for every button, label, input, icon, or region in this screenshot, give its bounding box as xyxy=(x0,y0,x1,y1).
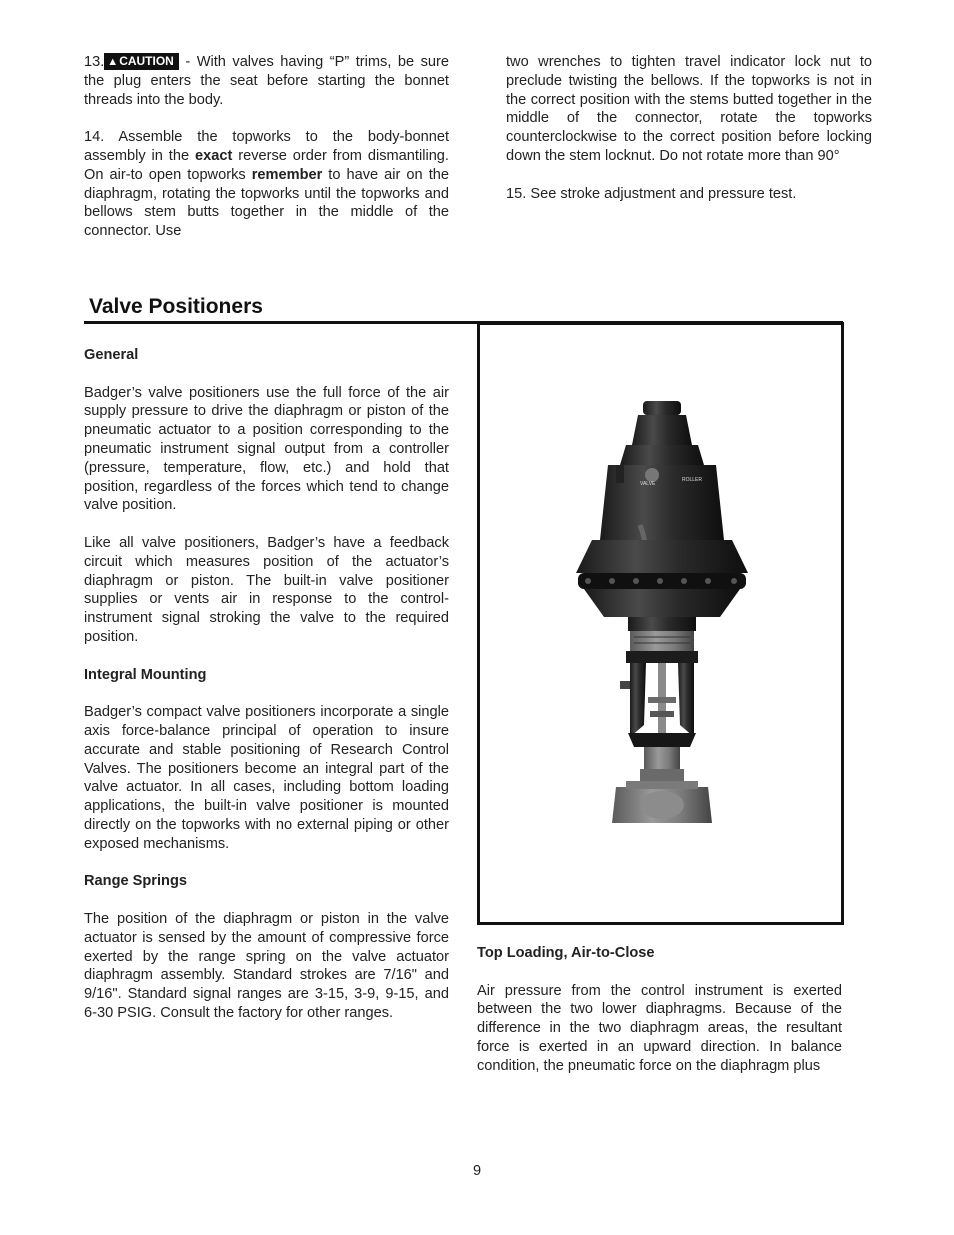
step-13 xyxy=(84,53,449,109)
caution-label: CAUTION xyxy=(119,54,174,68)
step-15: 15. See stroke adjustment and pressure test. xyxy=(506,185,797,202)
section-title: Valve Positioners xyxy=(89,295,263,318)
valve-cap xyxy=(643,401,681,415)
left-body-column xyxy=(84,346,449,1023)
integral-mounting-paragraph: Badger’s compact valve positioners incorporate a single axis force-balance principal of operation to insure accurate and stable positioning of Research Control Valves. The positioners become an integral part of the valve actuator. In all cases, including bottom loading applications, the built-in valve positioner is mounted directly on the topworks with no external piping or other exposed mechanisms. xyxy=(84,704,449,852)
general-heading: General xyxy=(84,347,139,363)
step-14-text-a: 14. Assemble the topworks to the body-bonnet assembly in the xyxy=(84,129,449,164)
top-loading-heading: Top Loading, Air-to-Close xyxy=(477,945,655,961)
step-13-text: - With valves having “P” trims, be sure the plug enters the seat before starting the bonnet threads into the body. xyxy=(84,54,449,108)
positioner-gauge-icon xyxy=(645,468,659,482)
yoke-left-arm xyxy=(630,663,646,737)
step-13-number: 13. xyxy=(84,54,105,70)
warning-triangle-icon: ▲ xyxy=(107,56,119,68)
range-springs-heading: Range Springs xyxy=(84,873,187,890)
bonnet xyxy=(644,747,680,769)
yoke-right-arm xyxy=(678,663,694,737)
range-springs-paragraph: The position of the diaphragm or piston in the valve actuator is sensed by the amount of compressive force exerted by the range spring on the valve actuator diaphragm assembly. Standard strokes are 7/16" and 9/16". Standard signal ranges are 3-15, 3-9, 9-15, and 6-30 PSIG. Consult the factory for other ranges. xyxy=(84,910,449,1021)
step-14-bold-exact: exact xyxy=(195,147,233,164)
page-number: 9 xyxy=(472,1163,482,1179)
step-14 xyxy=(84,128,449,241)
top-right-column xyxy=(506,53,872,203)
valve-top-dome xyxy=(632,415,692,445)
diaphragm-housing xyxy=(576,540,748,573)
top-left-column xyxy=(84,53,449,241)
integral-mounting-heading: Integral Mounting xyxy=(84,666,207,683)
general-paragraph-2: Like all valve positioners, Badger’s have a feedback circuit which measures position of the actuator’s diaphragm or piston. The built-in valve positioner supplies or vents air in response to the control-instrument signal stroking the valve to the required position. xyxy=(84,534,449,645)
step-14-bold-remember: remember xyxy=(251,166,323,183)
general-paragraph-1: Badger’s valve positioners use the full force of the air supply pressure to drive the diaphragm or piston of the pneumatic actuator to a position corresponding to the pneumatic instrument signal output from a controller (pressure, temperature, flow, etc.) and hold that position, regardless of the forces which tend to change valve position. xyxy=(84,384,449,514)
top-loading-paragraph: Air pressure from the control instrument is exerted between the two lower diaphragms. Because of the difference in the two diaphragm areas, the resultant force is exerted in an upward direction. In balance condition, the pneumatic force on the diaphragm plus xyxy=(477,982,842,1074)
valve-photo xyxy=(480,325,841,922)
step-14-continued: two wrenches to tighten travel indicator lock nut to preclude twisting the bellows. If the topworks is not in the correct position with the stems butted together in the middle of the connector, rotate the topworks counterclockwise to the correct position before locking down the stem locknut. Do not rotate more than 90° xyxy=(506,54,872,164)
nameplate xyxy=(630,631,694,651)
right-body-column xyxy=(477,944,842,1076)
step-14-text-b: reverse order from dismantiling. On air-to open topworks xyxy=(84,147,449,183)
step-14-text-c: to have air on the diaphragm, rotating the topworks until the topworks and bellows stem butts together in the middle of the connector. Use xyxy=(84,166,449,240)
caution-badge xyxy=(104,53,179,70)
roller-label: ROLLER xyxy=(682,477,703,483)
valve-photo-frame xyxy=(477,322,844,925)
valve-label: VALVE xyxy=(640,481,656,487)
